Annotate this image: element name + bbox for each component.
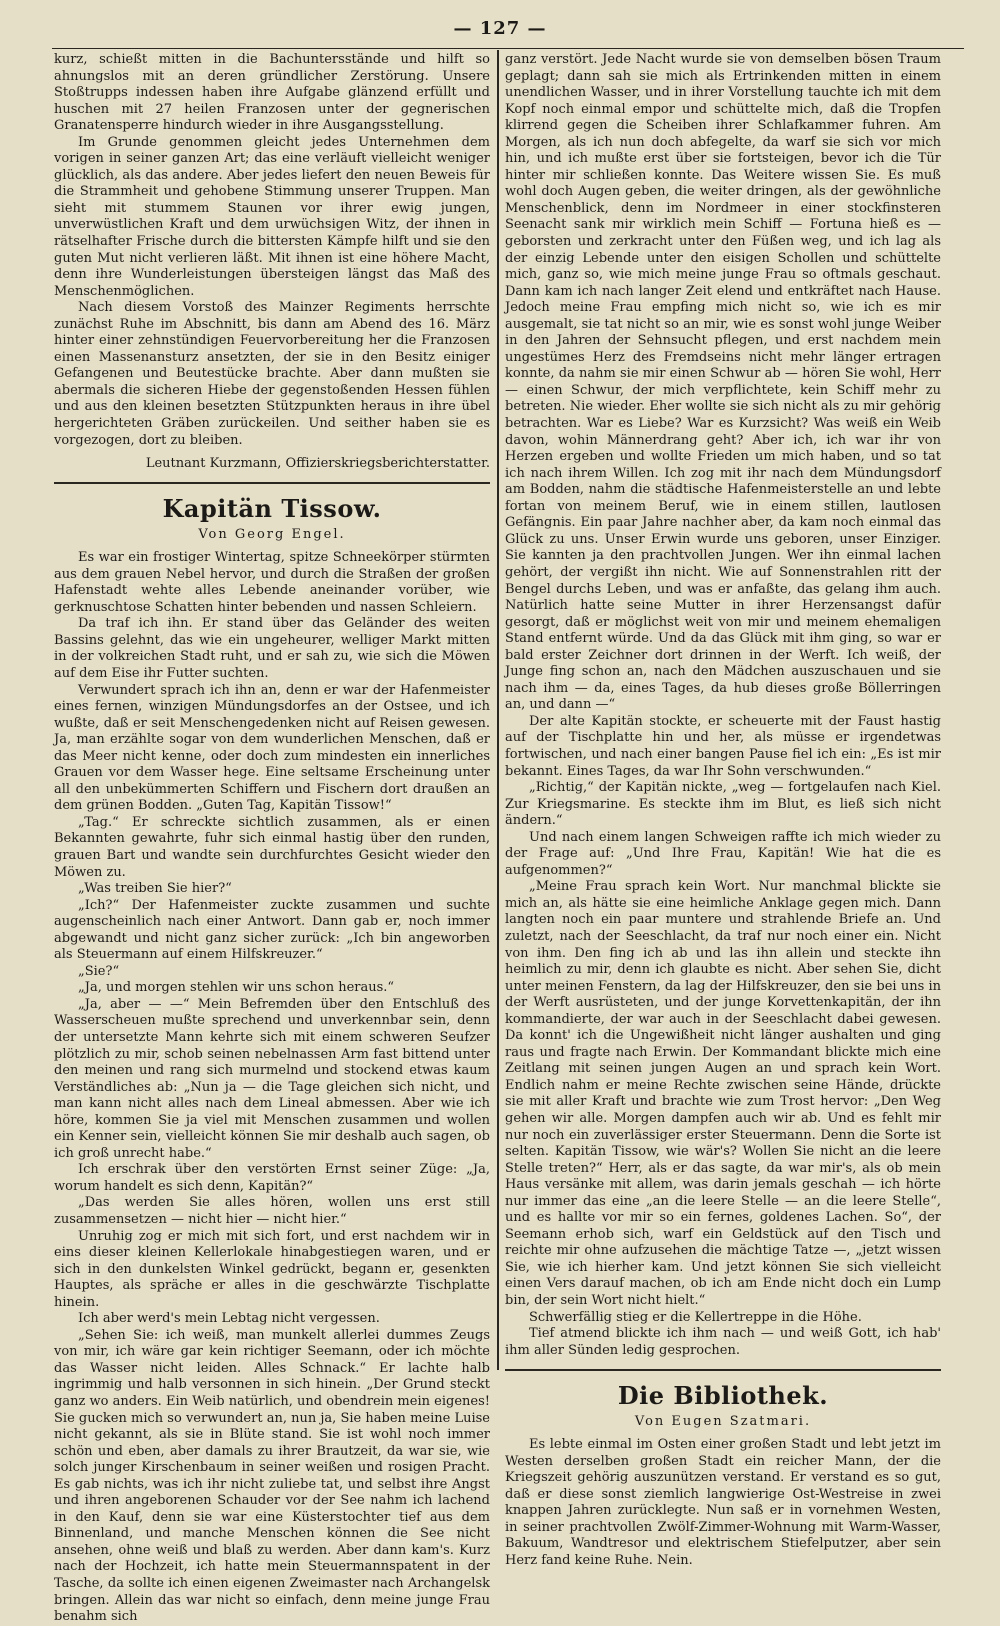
header-rule [52,48,964,49]
article-paragraph: Nach diesem Vorstoß des Mainzer Regiments herrschte zunächst Ruhe im Abschnitt, bis dann am Abend des 16. März hinter einer zehnstündigen Feuervorbereitung her die Franzosen einen Massenansturz ansetzten, der sie in den Besitz einiger Gefangenen und Beutestücke brachte. Aber dann mußten sie abermals die sicheren Hiebe der gegenstoßenden Hessen fühlen und aus den kleinen besetzten Stützpunkten heraus in ihre übel hergerichteten Gräben zurückeilen. Und seither haben sie es vorgezogen, dort zu bleiben. [54,300,490,448]
story-paragraph: ganz verstört. Jede Nacht wurde sie von demselben bösen Traum geplagt; dann sah sie mich als Ertrinkenden mitten in einem unendlichen Wasser, und in ihrer Vorstellung tauchte ich mit dem Kopf noch einmal empor und schüttelte mich, daß die Tropfen klirrend gegen die Scheiben ihrer Schlafkammer fuhren. Am Morgen, als ich nun doch abfegelte, da warf sie sich vor mich hin, und ich mußte erst über sie fortsteigen, bevor ich die Tür hinter mir schließen konnte. Das Weitere wissen Sie. Es muß wohl doch Augen geben, die weiter dringen, als der gewöhnliche Menschenblick, denn im Nordmeer in einer stockfinsteren Seenacht sank mir wirklich mein Schiff — Fortuna hieß es — geborsten und zerkracht unter den Füßen weg, und ich lag als der einzig Lebende unter den eisigen Schollen und schüttelte mich, ganz so, wie mich meine junge Frau so oftmals geschaut. Dann kam ich nach langer Zeit elend und entkräftet nach Hause. Jedoch meine Frau empfing mich nicht so, wie ich es mir ausgemalt, sie tat nicht so an mir, wie es sonst wohl junge Weiber in den Jahren der Sehnsucht pflegen, und erst nachdem mein ungestümes Herz des Fremdseins nicht mehr länger ertragen konnte, da nahm sie mir einen Schwur ab — hören Sie wohl, Herr — einen Schwur, der mich verpflichtete, kein Schiff mehr zu betreten. Nie wieder. Eher wollte sie sich nicht als zu mir gehörig betrachten. War es Liebe? War es Kurzsicht? Was weiß ein Weib davon, wohin Männerdrang geht? Aber ich, ich war ihr von Herzen ergeben und wollte Frieden um mich haben, und so tat ich nach ihrem Willen. Ich zog mit ihr nach dem Mündungsdorf am Bodden, nahm die städtische Hafenmeisterstelle an und lebte fortan von meinem Beruf, wie in einem stillen, lautlosen Gefängnis. Ein paar Jahre nachher aber, da kam noch einmal das Glück zu uns. Unser Erwin wurde uns geboren, unser Einziger. Sie kannten ja den prachtvollen Jungen. Wer ihn einmal lachen gehört, der vergißt ihn nicht. Wie auf Sonnenstrahlen ritt der Bengel durchs Leben, und was er anfaßte, das gelang ihm auch. Natürlich hatte seine Mutter in ihrer Herzensangst dafür gesorgt, daß er möglichst weit von mir und meinem ehemaligen Stand entfernt würde. Und da das Glück mit ihm ging, so war er bald erster Zeichner dort drinnen in der Werft. Ich weiß, der Junge fing schon an, nach den Mädchen auszuschauen und sie nach ihm — da, eines Tages, da hub dieses große Böllerringen an, und dann —“ [505,52,941,713]
story-byline: Von Eugen Szatmari. [634,1414,812,1430]
story-paragraph: „Ja, und morgen stehlen wir uns schon heraus.“ [78,980,395,996]
story-paragraph: Es war ein frostiger Wintertag, spitze Schneekörper stürmten aus dem grauen Nebel hervor, und durch die Straßen der großen Hafenstadt wehte alles Lebende aneinander vorüber, wie gerknuschtose Schatten hinter bebenden und nassen Schleiern. [54,550,490,615]
story-paragraph: „Ich?“ Der Hafenmeister zuckte zusammen und suchte augenscheinlich nach einer Antwort. Dann gab er, noch immer abgewandt und nicht ganz sicher zurück: „Ich bin angeworben als Steuermann auf einem Hilfskreuzer.“ [54,897,490,963]
page-number: — 127 — [453,18,547,39]
story-paragraph: Und nach einem langen Schweigen raffte ich mich wieder zu der Frage auf: „Und Ihre Frau, Kapitän! Wie hat die es aufgenommen?“ [505,829,941,878]
story-paragraph: Verwundert sprach ich ihn an, denn er war der Hafenmeister eines fernen, winzigen Mündungsdorfes an der Ostsee, und ich wußte, daß er seit Menschengedenken nicht auf Reisen gewesen. Ja, man erzählte sogar von dem wunderlichen Menschen, daß er das Meer nicht kenne, oder doch zum mindesten ein innerliches Grauen vor dem Wasser hege. Eine seltsame Erscheinung unter all den unbekümmerten Schiffern und Fischern dort draußen an dem grünen Bodden. „Guten Tag, Kapitän Tissow!“ [54,682,490,814]
story-paragraph: Der alte Kapitän stockte, er scheuerte mit der Faust hastig auf der Tischplatte hin und her, als müsse er irgendetwas fortwischen, und nach einer bangen Pause fiel ich ein: „Es ist mir bekannt. Eines Tages, da war Ihr Sohn verschwunden.“ [505,713,941,779]
story-paragraph: Da traf ich ihn. Er stand über das Geländer des weiten Bassins gelehnt, das wie ein ungeheurer, welliger Markt mitten in der volkreichen Stadt ruht, und er sah zu, wie sich die Möwen auf dem Eise ihr Futter suchten. [54,616,490,681]
article-paragraph: kurz, schießt mitten in die Bachuntersstände und hilft so ahnungslos mit an deren gründlicher Zerstörung. Unsere Stoßtrupps indessen haben ihre Aufgabe glänzend erfüllt und huschen mit 27 heilen Franzosen unter der gegnerischen Granatensperre hindurch wieder in ihre Ausgangsstellung. [54,52,490,134]
story-paragraph: „Ja, aber — —“ Mein Befremden über den Entschluß des Wasserscheuen mußte sprechend und unverkennbar sein, denn der untersetzte Mann kehrte sich mit einem schweren Seufzer plötzlich zu mir, schob seinen nebelnassen Arm fast bittend unter den meinen und rang sich murmelnd und stockend etwas kaum Verständliches ab: „Nun ja — die Tage gleichen sich nicht, und man kann nicht alles nach dem Lineal abmessen. Aber wie ich höre, kommen Sie ja viel mit Menschen zusammen und wollen ein Kenner sein, vielleicht können Sie mir deshalb auch sagen, ob ich groß unrecht habe.“ [54,996,490,1161]
left-column [54,52,490,1626]
story-byline: Von Georg Engel. [198,527,346,543]
author-signature: Leutnant Kurzmann, Offizierskriegsberichterstatter. [145,456,490,472]
story-paragraph: „Das werden Sie alles hören, wollen uns erst still zusammensetzen — nicht hier — nicht hier.“ [54,1195,490,1227]
story-paragraph: Schwerfällig stieg er die Kellertreppe in die Höhe. [529,1309,862,1325]
section-rule [505,1369,941,1371]
story-paragraph: Ich erschrak über den verstörten Ernst seiner Züge: „Ja, worum handelt es sich denn, Kapitän?“ [54,1162,490,1194]
story-paragraph: „Sehen Sie: ich weiß, man munkelt allerlei dummes Zeugs von mir, ich wäre gar kein richtiger Seemann, oder ich möchte das Wasser nicht leiden. Alles Schnack.“ Er lachte halb ingrimmig und halb versonnen in sich hinein. „Der Grund steckt ganz wo anders. Ein Weib natürlich, und obendrein mein eigenes! Sie gucken mich so verwundert an, nun ja, Sie haben meine Luise nicht gekannt, als sie in Blüte stand. Sie ist wohl noch immer schön und eben, aber damals zu ihrer Brautzeit, da war sie, wie solch junger Kirschenbaum in seiner weißen und rosigen Pracht. Es gab nichts, was ich ihr nicht zuliebe tat, und selbst ihre Angst und ihren angeborenen Schauder vor der See nahm ich lachend in den Kauf, denn sie war eine Küsterstochter tief aus dem Binnenland, und manche Menschen können die See nicht ansehen, ohne weiß und blaß zu werden. Aber dann kam's. Kurz nach der Hochzeit, ich hatte mein Steuermannspatent in der Tasche, da sollte ich einen eigenen Zweimaster nach Archangelsk bringen. Allein das war nicht so einfach, denn meine junge Frau benahm sich [54,1327,490,1625]
article-paragraph: Im Grunde genommen gleicht jedes Unternehmen dem vorigen in seiner ganzen Art; das eine verläuft vielleicht weniger glücklich, als das andere. Aber jedes liefert den neuen Beweis für die Strammheit und gehobene Stimmung unserer Truppen. Man sieht mit stummem Staunen vor ihrer ewig jungen, unverwüstlichen Kraft und dem urwüchsigen Witz, der ihnen in rätselhafter Frische durch die bittersten Kämpfe hilft und sie den guten Mut nicht verlieren läßt. Mit ihnen ist eine höhere Macht, denn ihre Wunderleistungen übersteigen längst das Maß des Menschenmöglichen. [54,134,490,299]
story-paragraph: Es lebte einmal im Osten einer großen Stadt und lebt jetzt im Westen derselben großen Stadt ein reicher Mann, der die Kriegszeit gehörig auszunützen verstand. Er verstand es so gut, daß er diese sonst ziemlich langwierige Ost-Westreise in zwei knappen Jahren zurücklegte. Nun saß er in vornehmen Westen, in seiner prachtvollen Zwölf-Zimmer-Wohnung mit Warm-Wasser, Bakuum, Wandtresor und elektrischem Stiefelputzer, aber sein Herz fand keine Ruhe. Nein. [505,1437,941,1569]
story-paragraph: „Meine Frau sprach kein Wort. Nur manchmal blickte sie mich an, als hätte sie eine heimliche Anklage gegen mich. Dann langten noch ein paar muntere und strahlende Briefe an. Und zuletzt, nach der Seeschlacht, da traf nur noch einer ein. Nicht von ihm. Den fing ich ab und las ihn allein und steckte ihn heimlich zu mir, denn ich glaubte es nicht. Aber sehen Sie, dicht unter meinen Fenstern, da lag der Hilfskreuzer, den sie bei uns in der Werft ausrüsteten, und der junge Korvettenkapitän, der ihn kommandierte, der war auch in der Seeschlacht dabei gewesen. Da konnt' ich die Ungewißheit nicht länger aushalten und ging raus und fragte nach Erwin. Der Kommandant blickte mich eine Zeitlang mit seinen jungen Augen an und sprach kein Wort. Endlich nahm er meine Rechte zwischen seine Hände, drückte sie mit aller Kraft und brachte wie zum Trost hervor: „Den Weg gehen wir alle. Morgen dampfen auch wir ab. Und es fehlt mir nur noch ein zuverlässiger erster Steuermann. Denn die Sorte ist selten. Kapitän Tissow, wie wär's? Wollen Sie nicht an die leere Stelle treten?“ Herr, als er das sagte, da war mir's, als ob mein Haus versänke mit allem, was darin jemals geschah — ich hörte nur immer das eine „an die leere Stelle — an die leere Stelle“, und es hallte vor mir so ein fernes, goldenes Lachen. So“, der Seemann erhob sich, warf ein Geldstück auf den Tisch und reichte mir ohne aufzusehen die mächtige Tatze —, „jetzt wissen Sie, wie ich hierher kam. Und jetzt können Sie sich vielleicht einen Vers darauf machen, ob ich am Ende nicht doch ein Lump bin, der sein Wort nicht hielt.“ [505,879,941,1309]
story-paragraph: „Was treiben Sie hier?“ [78,881,232,897]
story-paragraph: Ich aber werd's mein Lebtag nicht vergessen. [78,1311,380,1327]
story-paragraph: „Tag.“ Er schreckte sichtlich zusammen, als er einen Bekannten gewahrte, fuhr sich einmal hastig über den runden, grauen Bart und wandte sein durchfurchtes Gesicht wieder den Möwen zu. [54,814,490,880]
right-column [505,52,941,1570]
story-body [54,550,490,1626]
story-paragraph: „Sie?“ [78,963,120,979]
section-rule [54,482,490,484]
story-paragraph: „Richtig,“ der Kapitän nickte, „weg — fortgelaufen nach Kiel. Zur Kriegsmarine. Es steckte ihm im Blut, es ließ sich nicht ändern.“ [505,780,941,829]
story-title: Kapitän Tissow. [162,494,382,524]
story-paragraph: Unruhig zog er mich mit sich fort, und erst nachdem wir in eins dieser kleinen Kellerlokale hinabgestiegen waren, und er sich in den dunkelsten Winkel gedrückt, begann er, gesenkten Hauptes, als spräche er alles in die geschwärzte Tischplatte hinein. [54,1228,490,1310]
story-paragraph: Tief atmend blickte ich ihm nach — und weiß Gott, ich hab' ihm aller Sünden ledig gesprochen. [505,1326,941,1358]
story-title: Die Bibliothek. [617,1381,829,1411]
column-divider [497,50,499,1370]
